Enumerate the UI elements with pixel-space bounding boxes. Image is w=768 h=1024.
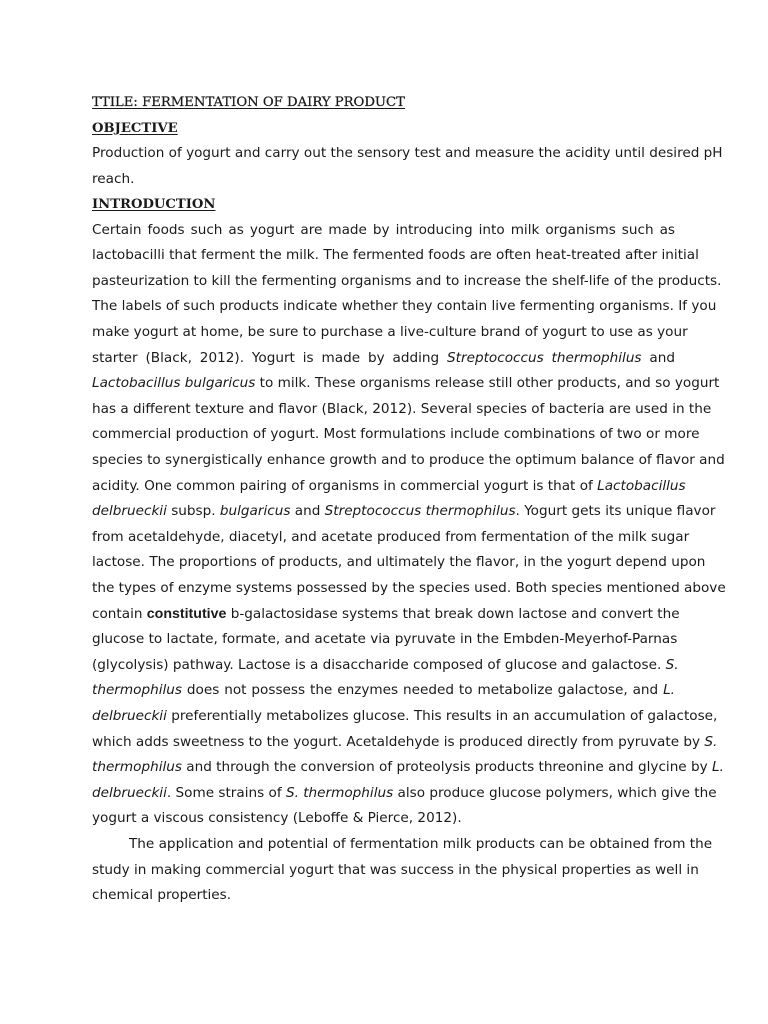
text-run: b-galactosidase systems that break down lactose and convert the — [226, 605, 680, 622]
intro-line: pasteurization to kill the fermenting organisms and to increase the shelf-life of the products. — [92, 272, 722, 289]
intro-line — [92, 474, 686, 500]
intro-line: lactose. The proportions of products, and ultimately the flavor, in the yogurt depend upon — [92, 554, 706, 571]
document-title: TTILE: FERMENTATION OF DAIRY PRODUCT — [92, 95, 405, 110]
text-run: does not possess the enzymes needed to metabolize galactose, and — [181, 682, 664, 699]
intro-line: from acetaldehyde, diacetyl, and acetate produced from fermentation of the milk sugar — [92, 528, 690, 545]
intro-line: chemical properties. — [92, 887, 232, 904]
intro-line: the types of enzyme systems possessed by the species used. Both species mentioned above — [92, 580, 726, 596]
species-name: delbrueckii — [92, 784, 167, 801]
text-run: and — [641, 349, 675, 366]
intro-line: study in making commercial yogurt that was success in the physical properties as well in — [92, 861, 699, 878]
text-run: and through the conversion of proteolysis products threonine and glycine by — [181, 759, 712, 776]
species-name: thermophilus — [92, 759, 182, 776]
emphasis-term: constitutive — [146, 605, 227, 622]
intro-line — [92, 499, 716, 525]
species-name: S. — [704, 733, 718, 750]
intro-line: species to synergistically enhance growth and to produce the optimum balance of flavor and — [92, 452, 725, 469]
species-name: delbrueckii — [92, 707, 167, 724]
intro-line — [92, 653, 679, 679]
text-run: acidity. One common pairing of organisms in commercial yogurt is that of — [92, 477, 598, 494]
text-run: and — [290, 503, 325, 520]
species-name: L. — [712, 759, 724, 776]
intro-line: Certain foods such as yogurt are made by introducing into milk organisms such as — [92, 221, 675, 238]
species-name: Streptococcus thermophilus — [324, 503, 516, 520]
intro-line — [92, 678, 675, 704]
species-name: S. thermophilus — [285, 784, 394, 801]
intro-line — [92, 704, 718, 730]
text-run: preferentially metabolizes glucose. This results in an accumulation of galactose, — [166, 707, 718, 724]
intro-line — [92, 730, 718, 756]
text-run: subsp. — [166, 503, 220, 520]
objective-line: Production of yogurt and carry out the sensory test and measure the acidity until desired pH — [92, 145, 723, 161]
text-run: (glycolysis) pathway. Lactose is a disaccharide composed of glucose and galactose. — [92, 656, 666, 673]
text-run: contain — [92, 605, 147, 622]
introduction-heading: INTRODUCTION — [92, 197, 216, 213]
intro-line: has a different texture and flavor (Black, 2012). Several species of bacteria are used in the — [92, 400, 712, 417]
species-name: Streptococcus thermophilus — [447, 349, 642, 366]
species-name: delbrueckii — [92, 503, 167, 520]
species-name: S. — [665, 656, 679, 673]
intro-line — [92, 346, 675, 372]
species-name: Lactobacillus bulgaricus — [92, 375, 256, 392]
species-name: Lactobacillus — [597, 477, 686, 494]
document-body — [92, 90, 726, 909]
intro-line: The application and potential of fermentation milk products can be obtained from the — [129, 835, 713, 852]
species-name: L. — [663, 682, 675, 699]
intro-line — [92, 755, 724, 781]
objective-heading: OBJECTIVE — [92, 120, 178, 136]
intro-line — [92, 602, 680, 628]
intro-line — [92, 371, 720, 397]
text-run: to milk. These organisms release still other products, and so yogurt — [255, 375, 720, 392]
intro-line — [92, 781, 717, 807]
text-run: . Yogurt gets its unique flavor — [515, 503, 716, 520]
text-run: which adds sweetness to the yogurt. Acetaldehyde is produced directly from pyruvate by — [92, 733, 705, 750]
intro-line: glucose to lactate, formate, and acetate via pyruvate in the Embden-Meyerhof-Parnas — [92, 631, 678, 648]
objective-line: reach. — [92, 170, 135, 187]
text-run: starter (Black, 2012). Yogurt is made by adding — [92, 349, 448, 366]
intro-line: yogurt a viscous consistency (Leboffe & Pierce, 2012). — [92, 810, 462, 827]
text-run: also produce glucose polymers, which give the — [393, 784, 717, 801]
intro-line: make yogurt at home, be sure to purchase a live-culture brand of yogurt to use as your — [92, 324, 688, 341]
species-name: thermophilus — [92, 682, 182, 699]
intro-line: The labels of such products indicate whether they contain live fermenting organisms. If you — [92, 298, 717, 315]
species-name: bulgaricus — [219, 503, 291, 520]
text-run: . Some strains of — [166, 784, 286, 801]
intro-line: commercial production of yogurt. Most formulations include combinations of two or more — [92, 426, 700, 443]
intro-line: lactobacilli that ferment the milk. The fermented foods are often heat-treated after initial — [92, 247, 699, 264]
